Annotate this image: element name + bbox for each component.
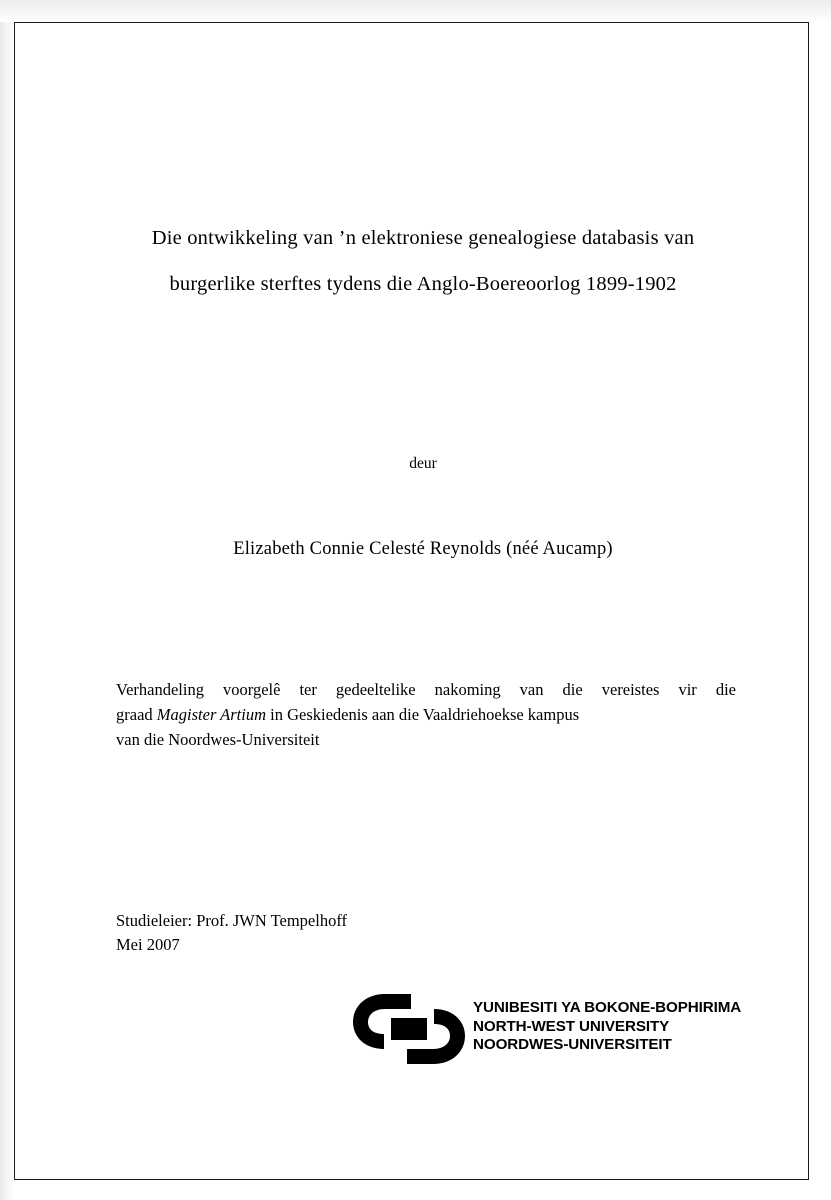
degree-statement-line-1: Verhandeling voorgelê ter gedeeltelike nakoming van die vereistes vir die xyxy=(116,680,736,699)
scan-edge-shadow-left xyxy=(0,0,14,1200)
degree-statement-line-3: van die Noordwes-Universiteit xyxy=(116,730,320,749)
title-page-content xyxy=(103,23,743,1179)
logo-text-line-1: YUNIBESITI YA BOKONE-BOPHIRIMA xyxy=(473,999,742,1016)
degree-statement-line-2-prefix: graad xyxy=(116,705,157,724)
degree-statement-line-2-suffix: in Geskiedenis aan die Vaaldriehoekse kampus xyxy=(266,705,580,724)
supervisor-and-date xyxy=(116,909,616,957)
degree-statement xyxy=(116,677,736,752)
degree-name: Magister Artium xyxy=(156,705,267,724)
title-line-2: burgerlike sterftes tydens die Anglo-Boereoorlog 1899-1902 xyxy=(169,273,677,295)
scan-edge-shadow-top xyxy=(0,0,831,22)
logo-text-line-2: NORTH-WEST UNIVERSITY xyxy=(473,1017,670,1035)
supervisor-line: Studieleier: Prof. JWN Tempelhoff xyxy=(116,911,348,930)
date-line: Mei 2007 xyxy=(116,935,180,954)
title-line-1: Die ontwikkeling van ’n elektroniese genealogiese databasis van xyxy=(151,227,695,249)
north-west-university-logo-icon xyxy=(351,992,467,1066)
page-title xyxy=(103,215,743,307)
logo-text-line-3: NOORDWES-UNIVERSITEIT xyxy=(473,1036,672,1053)
degree-statement-line-2 xyxy=(116,702,736,727)
university-logo xyxy=(271,989,742,1069)
university-logo-text xyxy=(473,999,741,1055)
by-label: deur xyxy=(409,455,437,472)
author-name: Elizabeth Connie Celesté Reynolds (néé Aucamp) xyxy=(233,539,613,559)
page-frame xyxy=(14,22,809,1180)
